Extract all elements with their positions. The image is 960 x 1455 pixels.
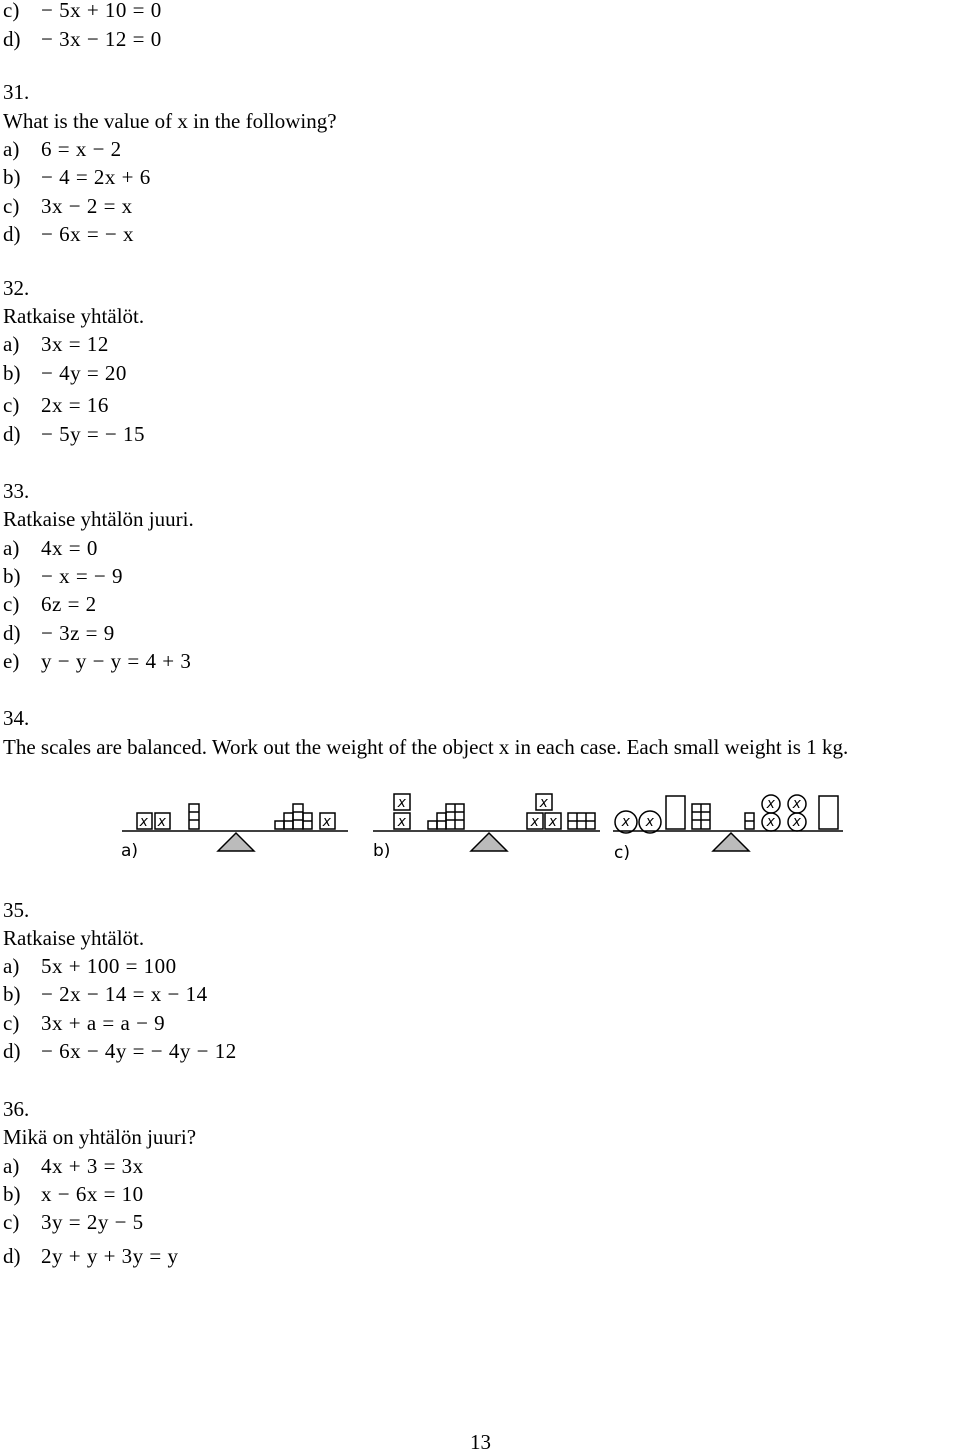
- question-33-prompt: Ratkaise yhtälön juuri.: [3, 507, 194, 531]
- q32-item-b: b) − 4y = 20: [3, 361, 127, 385]
- page-number: 13: [470, 1430, 491, 1454]
- x-label: x: [139, 814, 149, 830]
- x-label: x: [397, 814, 407, 830]
- q33-item-c: c) 6z = 2: [3, 592, 97, 616]
- question-34-prompt: The scales are balanced. Work out the weight of the object x in each case. Each small weight is 1 kg.: [3, 735, 849, 759]
- fulcrum: [218, 833, 254, 851]
- question-35-prompt: Ratkaise yhtälöt.: [3, 926, 145, 950]
- x-label: x: [766, 796, 776, 812]
- fulcrum: [471, 833, 507, 851]
- q35-item-b: b) − 2x − 14 = x − 14: [3, 982, 208, 1006]
- question-32-number: 32.: [3, 276, 30, 300]
- x-label: x: [645, 814, 655, 830]
- scale-a: [122, 804, 348, 851]
- weight-block: [666, 796, 685, 829]
- x-label: x: [397, 795, 407, 811]
- scale-b: [373, 794, 600, 851]
- x-label: x: [792, 796, 802, 812]
- x-label: x: [530, 814, 540, 830]
- weight-block: [819, 796, 838, 829]
- q31-item-d: d) − 6x = − x: [3, 222, 135, 246]
- question-31-number: 31.: [3, 80, 30, 104]
- q33-item-e: e) y − y − y = 4 + 3: [3, 649, 192, 673]
- question-32-prompt: Ratkaise yhtälöt.: [3, 304, 145, 328]
- q31-item-c: c) 3x − 2 = x: [3, 194, 133, 218]
- q36-item-a: a) 4x + 3 = 3x: [3, 1154, 144, 1178]
- question-31-prompt: What is the value of x in the following?: [3, 109, 337, 133]
- weight-stack: [189, 804, 199, 829]
- q36-item-d: d) 2y + y + 3y = y: [3, 1244, 179, 1268]
- x-label: x: [157, 814, 167, 830]
- item-c: c) − 5x + 10 = 0: [3, 0, 162, 22]
- q33-item-b: b) − x = − 9: [3, 564, 124, 588]
- x-label: x: [539, 795, 549, 811]
- scale-label-b: b): [373, 841, 391, 861]
- x-label: x: [766, 814, 776, 830]
- x-label: x: [548, 814, 558, 830]
- question-33-number: 33.: [3, 479, 30, 503]
- question-34-number: 34.: [3, 706, 30, 730]
- q31-item-b: b) − 4 = 2x + 6: [3, 165, 151, 189]
- q33-item-a: a) 4x = 0: [3, 536, 98, 560]
- x-label: x: [621, 814, 631, 830]
- q35-item-a: a) 5x + 100 = 100: [3, 954, 177, 978]
- q35-item-d: d) − 6x − 4y = − 4y − 12: [3, 1039, 237, 1063]
- q33-item-d: d) − 3z = 9: [3, 621, 115, 645]
- scale-label-a: a): [121, 841, 139, 861]
- q31-item-a: a) 6 = x − 2: [3, 137, 122, 161]
- q32-item-a: a) 3x = 12: [3, 332, 109, 356]
- weight: [275, 821, 284, 829]
- balance-scales-figure: [0, 786, 860, 866]
- question-36-number: 36.: [3, 1097, 30, 1121]
- q32-item-d: d) − 5y = − 15: [3, 422, 146, 446]
- question-36-prompt: Mikä on yhtälön juuri?: [3, 1125, 197, 1149]
- q36-item-b: b) x − 6x = 10: [3, 1182, 144, 1206]
- x-label: x: [322, 814, 332, 830]
- q32-item-c: c) 2x = 16: [3, 393, 109, 417]
- question-35-number: 35.: [3, 898, 30, 922]
- fulcrum: [713, 833, 749, 851]
- x-label: x: [792, 814, 802, 830]
- item-d: d) − 3x − 12 = 0: [3, 27, 162, 51]
- q36-item-c: c) 3y = 2y − 5: [3, 1210, 144, 1234]
- q35-item-c: c) 3x + a = a − 9: [3, 1011, 166, 1035]
- scale-label-c: c): [614, 843, 630, 863]
